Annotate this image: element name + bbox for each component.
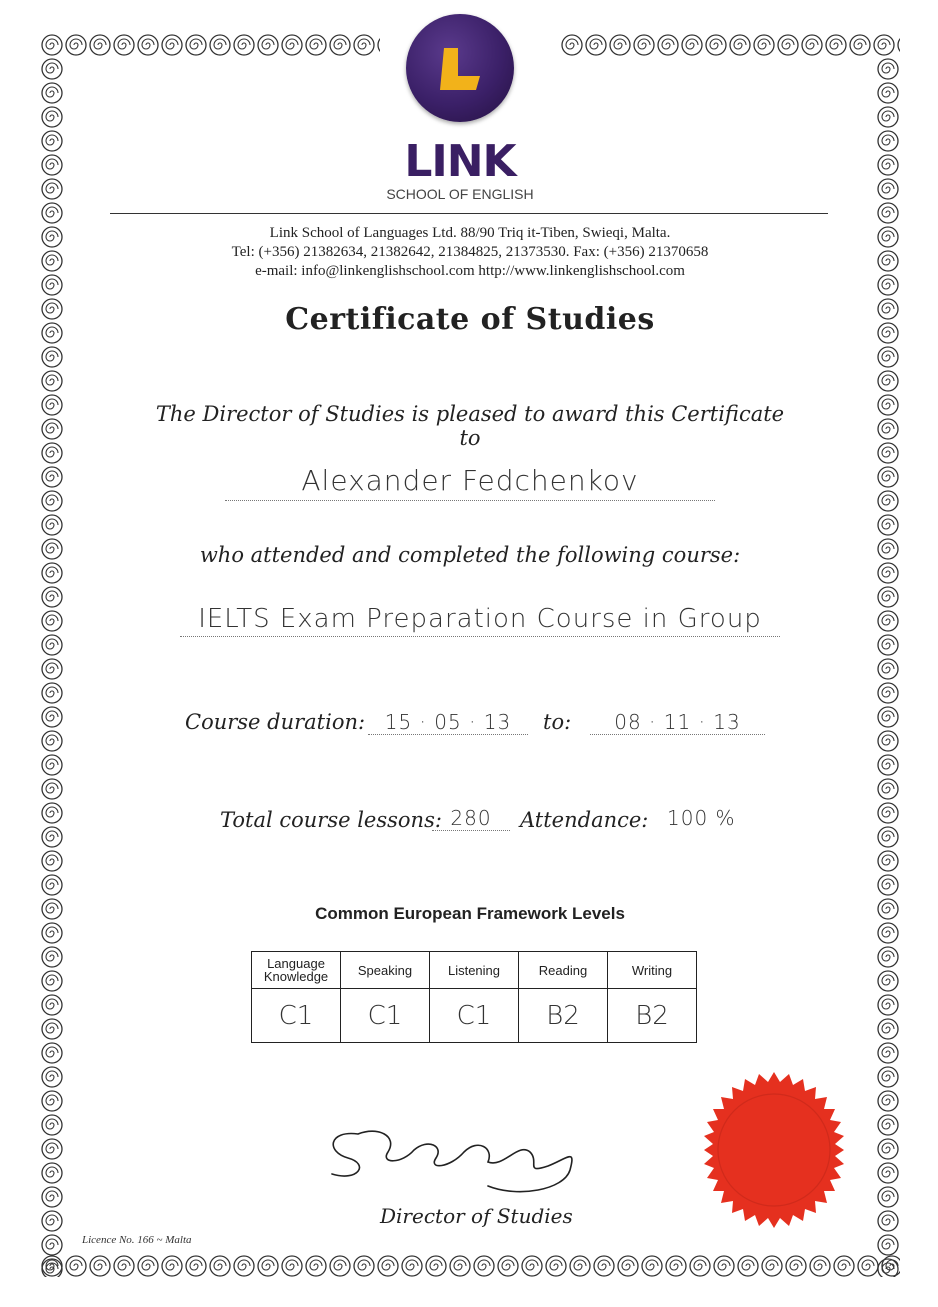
right-border <box>876 57 900 1277</box>
level-value-writing: B2 <box>608 989 697 1043</box>
level-value-speaking: C1 <box>341 989 430 1043</box>
logo-circle <box>406 14 514 122</box>
level-value-language: C1 <box>252 989 341 1043</box>
bottom-border <box>40 1254 900 1278</box>
recipient-name: Alexander Fedchenkov <box>301 464 639 497</box>
top-border-right <box>560 33 900 57</box>
levels-header-row <box>252 952 697 989</box>
course-name: IELTS Exam Preparation Course in Group <box>198 604 762 634</box>
brand-tagline: SCHOOL OF ENGLISH <box>386 186 534 202</box>
signatory-title: Director of Studies <box>380 1204 573 1228</box>
address-line-1: Link School of Languages Ltd. 88/90 Triq it-Tiben, Swieqi, Malta. <box>269 225 671 241</box>
levels-value-row <box>252 989 697 1043</box>
duration-label: Course duration: <box>185 710 366 734</box>
duration-to-label: to: <box>543 710 572 734</box>
certificate-title: Certificate of Studies <box>285 302 655 337</box>
lessons-value: 280 <box>432 806 510 831</box>
level-value-listening: C1 <box>430 989 519 1043</box>
attendance-label: Attendance: <box>520 808 649 832</box>
brand-name: LINK <box>404 136 516 187</box>
header-rule <box>110 213 828 214</box>
logo-l-icon <box>406 14 514 122</box>
attendance-value: 100 % <box>667 806 736 830</box>
level-value-reading: B2 <box>519 989 608 1043</box>
levels-table <box>251 951 697 1043</box>
level-header-listening: Listening <box>430 952 519 989</box>
signature <box>318 1112 588 1202</box>
lessons-label: Total course lessons: <box>220 808 442 832</box>
level-header-reading: Reading <box>519 952 608 989</box>
award-text: The Director of Studies is pleased to award this Certificate to <box>155 402 785 450</box>
attended-text: who attended and completed the following course: <box>199 543 741 567</box>
address-line-2: Tel: (+356) 21382634, 21382642, 21384825, 21373530. Fax: (+356) 21370658 <box>231 244 709 260</box>
levels-heading: Common European Framework Levels <box>315 904 625 923</box>
level-header-writing: Writing <box>608 952 697 989</box>
address-line-3: e-mail: info@linkenglishschool.com http://www.linkenglishschool.com <box>255 263 685 279</box>
top-border-left <box>40 33 380 57</box>
duration-to: 08 · 11 · 13 <box>590 710 765 735</box>
licence-number: Licence No. 166 ~ Malta <box>82 1234 192 1246</box>
level-header-speaking: Speaking <box>341 952 430 989</box>
red-seal-icon <box>694 1070 854 1230</box>
left-border <box>40 57 64 1277</box>
level-header-language: Language Knowledge <box>252 952 341 989</box>
duration-from: 15 · 05 · 13 <box>368 710 528 735</box>
